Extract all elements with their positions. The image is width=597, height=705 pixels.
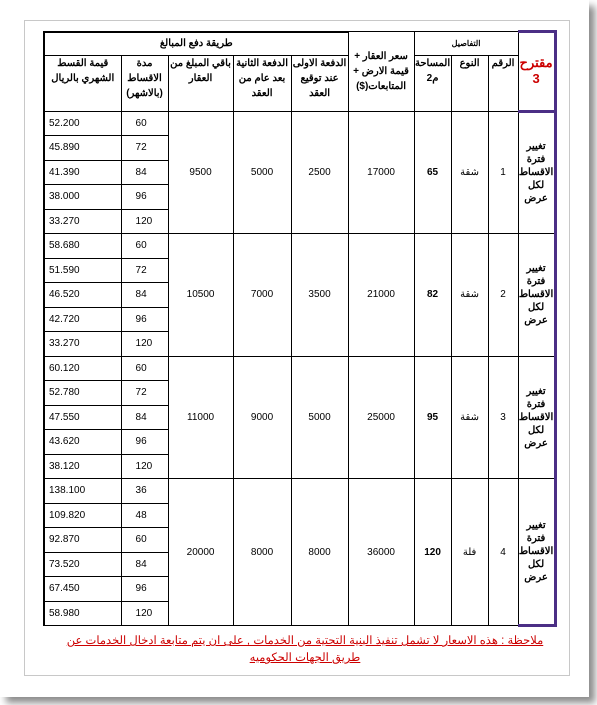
monthly-installment-cell: 43.620 [44, 430, 121, 455]
duration-cell: 96 [121, 577, 168, 602]
monthly-installment-cell: 58.980 [44, 601, 121, 626]
remaining-cell: 10500 [168, 234, 233, 357]
payment-group-header: طريقة دفع المبالغ [44, 32, 348, 56]
unit-price-cell: 21000 [348, 234, 414, 357]
number-header: الرقم [488, 55, 518, 111]
remaining-cell: 9500 [168, 111, 233, 234]
duration-cell: 96 [121, 185, 168, 210]
monthly-installment-cell: 58.680 [44, 234, 121, 259]
change-period-cell [518, 479, 555, 626]
unit-number-cell: 4 [488, 479, 518, 626]
duration-cell: 36 [121, 479, 168, 504]
monthly-installment-cell: 51.590 [44, 258, 121, 283]
payment-plans-table [43, 30, 557, 627]
monthly-installment-cell: 92.870 [44, 528, 121, 553]
first-payment-cell: 8000 [291, 479, 348, 626]
unit-number-cell: 3 [488, 356, 518, 479]
duration-cell: 72 [121, 136, 168, 161]
change-period-label: تغيير فترة الاقساط لكل عرض [518, 520, 554, 583]
duration-cell: 96 [121, 430, 168, 455]
unit-area-cell: 95 [414, 356, 451, 479]
duration-cell: 84 [121, 283, 168, 308]
duration-cell: 72 [121, 258, 168, 283]
monthly-installment-cell: 60.120 [44, 356, 121, 381]
duration-cell: 84 [121, 552, 168, 577]
duration-cell: 120 [121, 332, 168, 357]
second-payment-header: الدفعة الثانية بعد عام من العقد [233, 55, 291, 111]
table-row [44, 479, 555, 504]
unit-area-cell: 82 [414, 234, 451, 357]
monthly-installment-cell: 73.520 [44, 552, 121, 577]
duration-header: مدة الاقساط (بالاشهر) [121, 55, 168, 111]
unit-type-cell: شقة [451, 234, 488, 357]
monthly-installment-cell: 52.780 [44, 381, 121, 406]
second-payment-cell: 7000 [233, 234, 291, 357]
duration-cell: 84 [121, 405, 168, 430]
duration-cell: 60 [121, 356, 168, 381]
change-period-label: تغيير فترة الاقساط لكل عرض [518, 385, 554, 449]
proposal-cell [518, 32, 555, 112]
remaining-cell: 20000 [168, 479, 233, 626]
unit-type-cell: شقة [451, 356, 488, 479]
remaining-cell: 11000 [168, 356, 233, 479]
monthly-installment-cell: 42.720 [44, 307, 121, 332]
monthly-installment-cell: 52.200 [44, 111, 121, 136]
duration-cell: 60 [121, 111, 168, 136]
monthly-installment-cell: 38.000 [44, 185, 121, 210]
unit-area-cell: 120 [414, 479, 451, 626]
table-row [44, 234, 555, 259]
duration-cell: 48 [121, 503, 168, 528]
unit-type-cell: فلة [451, 479, 488, 626]
unit-price-cell: 25000 [348, 356, 414, 479]
first-payment-cell: 5000 [291, 356, 348, 479]
unit-type-cell: شقة [451, 111, 488, 234]
monthly-installment-cell: 47.550 [44, 405, 121, 430]
remaining-header: باقي المبلغ من العقار [168, 55, 233, 111]
duration-cell: 60 [121, 528, 168, 553]
price-header: سعر العقار + قيمة الارض + المتابعات($) [348, 32, 414, 112]
change-period-label: تغيير فترة الاقساط لكل عرض [518, 263, 554, 327]
monthly-installment-cell: 46.520 [44, 283, 121, 308]
first-payment-cell: 3500 [291, 234, 348, 357]
type-header: النوع [451, 55, 488, 111]
duration-cell: 120 [121, 601, 168, 626]
details-header: التفاصيل [414, 32, 518, 56]
change-period-cell [518, 111, 555, 234]
second-payment-cell: 8000 [233, 479, 291, 626]
monthly-header: قيمة القسط الشهري بالريال [44, 55, 121, 111]
unit-price-cell: 17000 [348, 111, 414, 234]
duration-cell: 96 [121, 307, 168, 332]
monthly-installment-cell: 109.820 [44, 503, 121, 528]
unit-area-cell: 65 [414, 111, 451, 234]
duration-cell: 72 [121, 381, 168, 406]
proposal-label: مقترح 3 [519, 55, 553, 87]
table-row [44, 356, 555, 381]
first-payment-cell: 2500 [291, 111, 348, 234]
change-period-cell [518, 356, 555, 479]
change-period-label: تغيير فترة الاقساط لكل عرض [518, 141, 554, 205]
monthly-installment-cell: 38.120 [44, 454, 121, 479]
first-payment-header: الدفعة الاولى عند توقيع العقد [291, 55, 348, 111]
table-row [44, 111, 555, 136]
second-payment-cell: 9000 [233, 356, 291, 479]
monthly-installment-cell: 138.100 [44, 479, 121, 504]
monthly-installment-cell: 41.390 [44, 160, 121, 185]
monthly-installment-cell: 67.450 [44, 577, 121, 602]
monthly-installment-cell: 33.270 [44, 332, 121, 357]
monthly-installment-cell: 33.270 [44, 209, 121, 234]
footnote: ملاحظة : هذه الاسعار لا تشمل تنفيذ البنية التحتية من الخدمات , على ان يتم متابعة ادخال الخدمات عن طريق الجهات الحكوميه [66, 635, 544, 664]
unit-price-cell: 36000 [348, 479, 414, 626]
duration-cell: 60 [121, 234, 168, 259]
monthly-installment-cell: 45.890 [44, 136, 121, 161]
duration-cell: 84 [121, 160, 168, 185]
area-header: المساحة م2 [414, 55, 451, 111]
change-period-cell [518, 234, 555, 357]
unit-number-cell: 2 [488, 234, 518, 357]
second-payment-cell: 5000 [233, 111, 291, 234]
unit-number-cell: 1 [488, 111, 518, 234]
duration-cell: 120 [121, 454, 168, 479]
duration-cell: 120 [121, 209, 168, 234]
